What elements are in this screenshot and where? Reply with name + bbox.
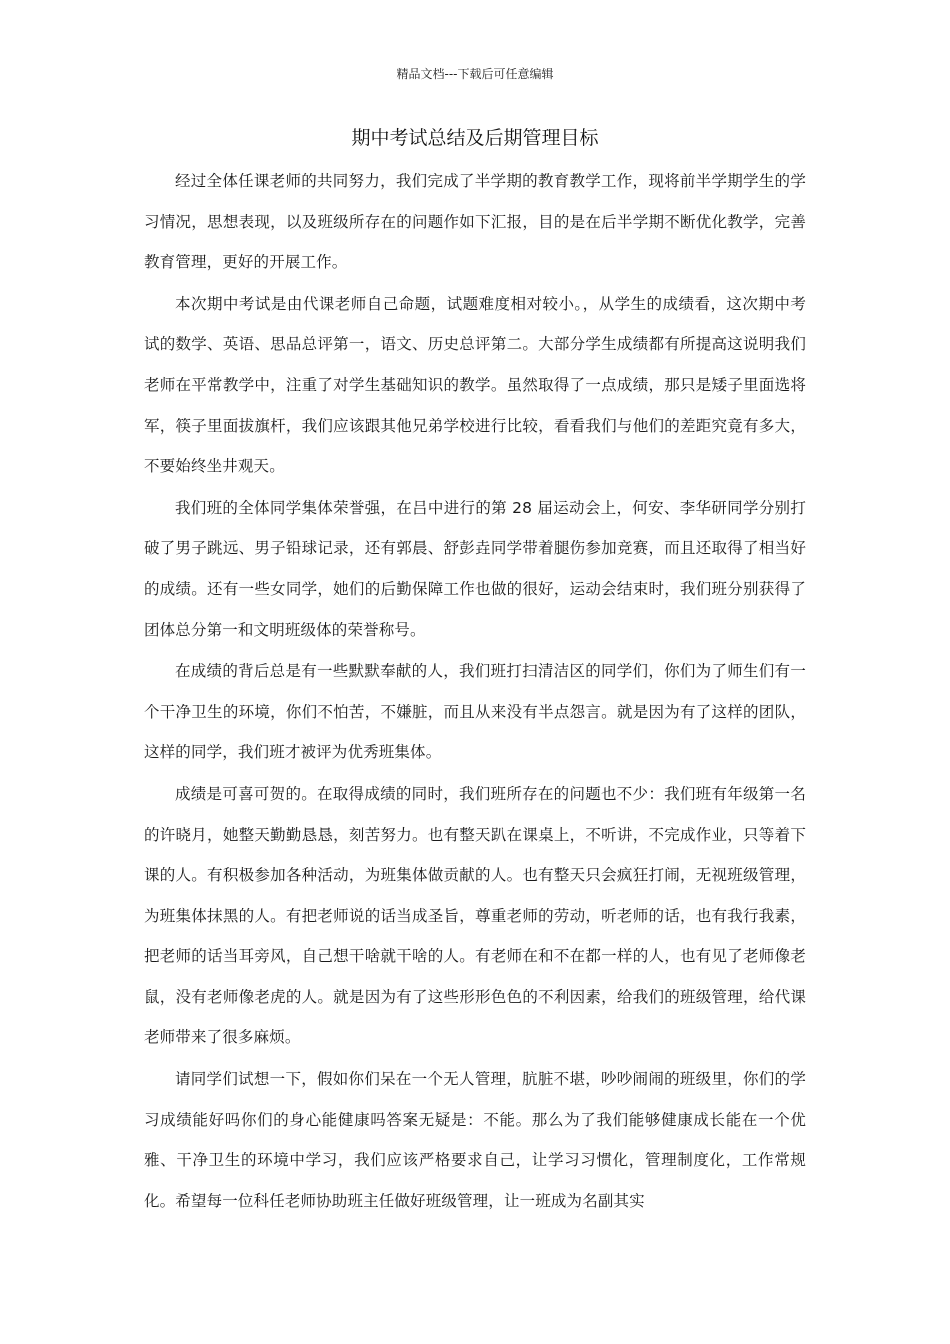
- paragraph-3: 我们班的全体同学集体荣誉强，在吕中进行的第 28 届运动会上，何安、李华研同学分别打破了男子跳远、男子铅球记录，还有郭晨、舒彭垚同学带着腿伤参加竞赛，而且还取得了相当好的成绩。还有一些女同学，她们的后勤保障工作也做的很好，运动会结束时，我们班分别获得了团体总分第一和文明班级体的荣誉称号。: [144, 498, 806, 639]
- document-body: [144, 161, 806, 1222]
- header-note: 精品文档---下载后可任意编辑: [396, 67, 554, 81]
- paragraph-1: 经过全体任课老师的共同努力，我们完成了半学期的教育教学工作，现将前半学期学生的学习情况，思想表现，以及班级所存在的问题作如下汇报，目的是在后半学期不断优化教学，完善教育管理，更好的开展工作。: [144, 172, 806, 272]
- paragraph-5: 成绩是可喜可贺的。在取得成绩的同时，我们班所存在的问题也不少：我们班有年级第一名的许晓月，她整天勤勤恳恳，刻苦努力。也有整天趴在课桌上，不听讲，不完成作业，只等着下课的人。有积极参加各种活动，为班集体做贡献的人。也有整天只会疯狂打闹，无视班级管理，为班集体抹黑的人。有把老师说的话当成圣旨，尊重老师的劳动，听老师的话，也有我行我素，把老师的话当耳旁风，自己想干啥就干啥的人。有老师在和不在都一样的人，也有见了老师像老鼠，没有老师像老虎的人。就是因为有了这些形形色色的不利因素，给我们的班级管理，给代课老师带来了很多麻烦。: [144, 784, 806, 1047]
- paragraph-4: 在成绩的背后总是有一些默默奉献的人，我们班打扫清洁区的同学们，你们为了师生们有一个干净卫生的环境，你们不怕苦，不嫌脏，而且从来没有半点怨言。就是因为有了这样的团队，这样的同学，我们班才被评为优秀班集体。: [144, 662, 806, 762]
- paragraph-6: 请同学们试想一下，假如你们呆在一个无人管理，肮脏不堪，吵吵闹闹的班级里，你们的学习成绩能好吗你们的身心能健康吗答案无疑是：不能。那么为了我们能够健康成长能在一个优雅、干净卫生的环境中学习，我们应该严格要求自己，让学习习惯化，管理制度化，工作常规化。希望每一位科任老师协助班主任做好班级管理，让一班成为名副其实: [144, 1070, 806, 1210]
- paragraph-2: 本次期中考试是由代课老师自己命题，试题难度相对较小。，从学生的成绩看，这次期中考试的数学、英语、思品总评第一，语文、历史总评第二。大部分学生成绩都有所提高这说明我们老师在平常教学中，注重了对学生基础知识的教学。虽然取得了一点成绩，那只是矮子里面选将军，筷子里面拔旗杆，我们应该跟其他兄弟学校进行比较，看看我们与他们的差距究竟有多大，不要始终坐井观天。: [144, 294, 806, 476]
- document-title: 期中考试总结及后期管理目标: [351, 127, 599, 149]
